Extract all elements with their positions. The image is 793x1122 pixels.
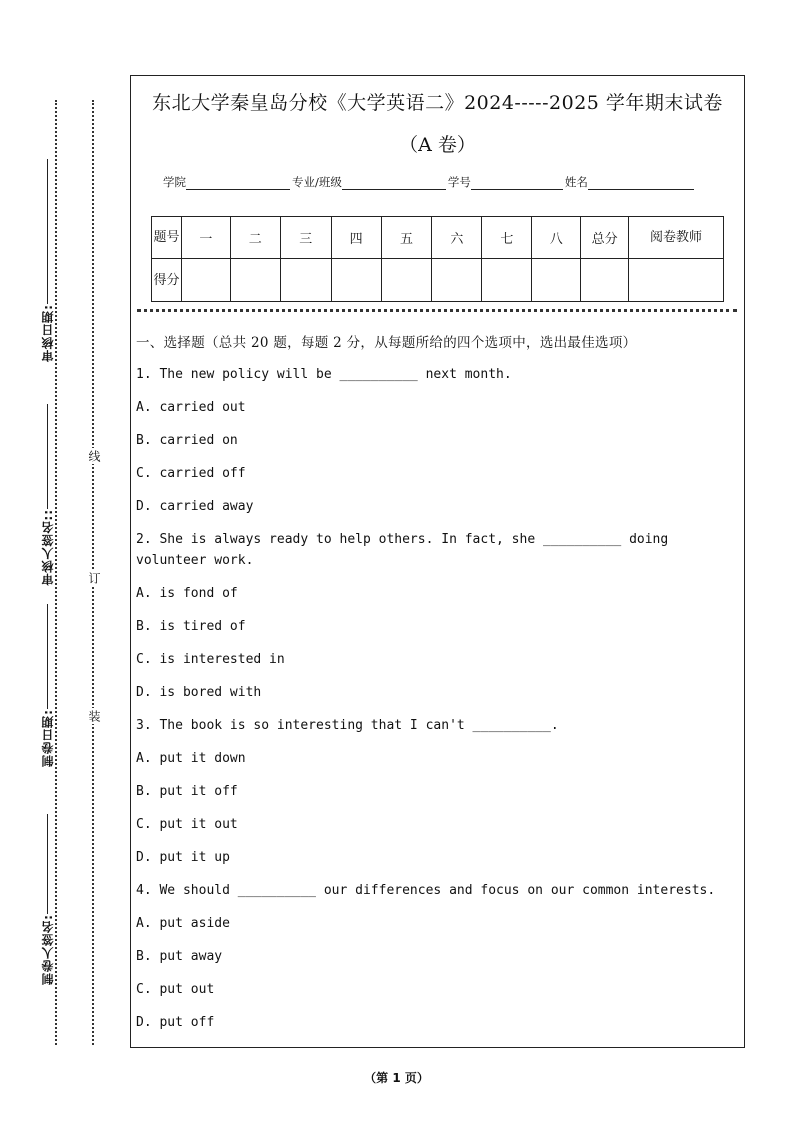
- compiler-signature-label: 制卷人签名:: [40, 914, 55, 985]
- page-number: （第 1 页）: [364, 1071, 429, 1085]
- question-2-option-a[interactable]: A. is fond of: [136, 586, 238, 601]
- question-1: 1. The new policy will be __________ next month.: [136, 367, 512, 382]
- score-cell-3[interactable]: [280, 259, 331, 302]
- compile-date-blank[interactable]: [47, 604, 48, 709]
- question-1-option-c[interactable]: C. carried off: [136, 466, 246, 481]
- exam-subtitle: （A 卷）: [399, 134, 476, 156]
- score-header-5: 五: [381, 217, 432, 259]
- major-class-blank[interactable]: [342, 177, 446, 190]
- student-id-blank[interactable]: [471, 177, 563, 190]
- question-4-option-a[interactable]: A. put aside: [136, 916, 230, 931]
- reviewer-signature-field[interactable]: [40, 400, 54, 586]
- score-header-7: 七: [482, 217, 532, 259]
- score-header-4: 四: [331, 217, 381, 259]
- question-1-option-a[interactable]: A. carried out: [136, 400, 246, 415]
- name-label: 姓名: [564, 175, 588, 189]
- question-4-option-d[interactable]: D. put off: [136, 1015, 215, 1030]
- question-4: 4. We should __________ our differences and focus on our common interests.: [136, 883, 716, 898]
- question-3-option-c[interactable]: C. put it out: [136, 817, 238, 832]
- compile-date-field[interactable]: [40, 600, 54, 767]
- compiler-signature-field[interactable]: [40, 810, 54, 985]
- question-2-option-d[interactable]: D. is bored with: [136, 685, 262, 700]
- score-header-2: 二: [230, 217, 280, 259]
- score-cell-7[interactable]: [482, 259, 532, 302]
- score-header-8: 八: [532, 217, 581, 259]
- compile-date-label: 制卷日期:: [40, 709, 55, 767]
- major-class-label: 专业/班级: [292, 175, 342, 189]
- dotted-separator: [137, 309, 737, 312]
- question-2-option-b[interactable]: B. is tired of: [136, 619, 246, 634]
- college-label: 学院: [163, 175, 186, 189]
- question-1-option-d[interactable]: D. carried away: [136, 499, 254, 514]
- score-table: [151, 216, 724, 302]
- compiler-signature-blank[interactable]: [47, 814, 48, 914]
- score-cell-6[interactable]: [432, 259, 482, 302]
- question-2-option-c[interactable]: C. is interested in: [136, 652, 285, 667]
- question-3-option-b[interactable]: B. put it off: [136, 784, 238, 799]
- review-date-label: 审核日期:: [40, 304, 55, 362]
- reviewer-signature-label: 审核人签名::: [40, 509, 55, 586]
- question-4-option-b[interactable]: B. put away: [136, 949, 223, 964]
- student-id-label: 学号: [447, 175, 471, 189]
- score-header-question-no: 题号: [152, 217, 182, 259]
- score-cell-2[interactable]: [230, 259, 280, 302]
- reviewer-signature-blank[interactable]: [47, 404, 48, 509]
- binding-mark-bind: 装: [87, 710, 101, 722]
- question-3: 3. The book is so interesting that I can't __________.: [136, 718, 559, 733]
- binding-mark-line: 线: [87, 450, 101, 462]
- score-cell-1[interactable]: [181, 259, 230, 302]
- score-header-6: 六: [432, 217, 482, 259]
- question-2: 2. She is always ready to help others. In fact, she __________ doing volunteer work.: [136, 532, 669, 568]
- score-header-3: 三: [280, 217, 331, 259]
- section-1-title: 一、选择题（总共 20 题，每题 2 分，从每题所给的四个选项中，选出最佳选项）: [136, 335, 637, 351]
- binding-mark-staple: 订: [87, 572, 101, 584]
- exam-title: 东北大学秦皇岛分校《大学英语二》2024-----2025 学年期末试卷: [152, 92, 723, 114]
- score-cell-total[interactable]: [581, 259, 629, 302]
- college-blank[interactable]: [186, 177, 290, 190]
- review-date-blank[interactable]: [47, 159, 48, 304]
- section-1: [136, 331, 741, 1045]
- score-cell-8[interactable]: [532, 259, 581, 302]
- score-header-total: 总分: [581, 217, 629, 259]
- review-date-field[interactable]: [40, 155, 54, 362]
- student-info-row: [163, 174, 696, 190]
- question-4-option-c[interactable]: C. put out: [136, 982, 215, 997]
- question-3-option-a[interactable]: A. put it down: [136, 751, 246, 766]
- exam-frame: [130, 75, 745, 1048]
- score-header-grader: 阅卷教师: [629, 217, 724, 259]
- score-header-1: 一: [181, 217, 230, 259]
- score-cell-grader[interactable]: [629, 259, 724, 302]
- score-cell-4[interactable]: [331, 259, 381, 302]
- score-row-label: 得分: [152, 259, 182, 302]
- name-blank[interactable]: [588, 177, 694, 190]
- question-3-option-d[interactable]: D. put it up: [136, 850, 230, 865]
- question-1-option-b[interactable]: B. carried on: [136, 433, 238, 448]
- score-cell-5[interactable]: [381, 259, 432, 302]
